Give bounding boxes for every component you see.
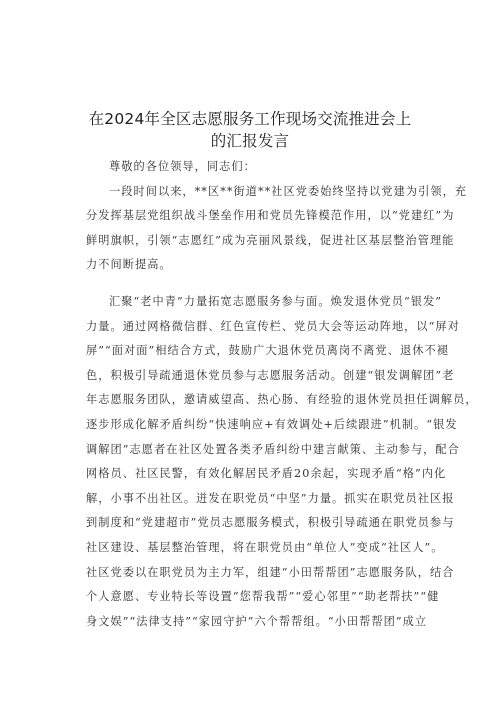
paragraph-2-line: 屏”“面对面”相结合方式，鼓励广大退休党员离岗不离党、退休不褪 [86, 344, 449, 358]
paragraph-1-line: 分发挥基层党组织战斗堡垒作用和党员先锋模范作用，以“党建红”为 [86, 209, 455, 223]
paragraph-2-line: 调解团”志愿者在社区处置各类矛盾纠纷中建言献策、主动参与，配合 [86, 442, 460, 456]
paragraph-2-line: 色，积极引导疏通退休党员参与志愿服务活动。创建“银发调解团”老 [86, 368, 455, 382]
paragraph-2-line: 网格员、社区民警，有效化解居民矛盾20余起，实现矛盾“格”内化 [86, 467, 447, 481]
paragraph-2-line: 逐步形成化解矛盾纠纷“快速响应+有效调处+后续跟进”机制。“银发 [86, 417, 458, 431]
paragraph-2-line: 到制度和“党建超市”党员志愿服务模式，积极引导疏通在职党员参与 [86, 516, 455, 530]
paragraph-1-line: 力不间断提高。 [86, 258, 172, 272]
paragraph-1-line: 鲜明旗帜，引领“志愿红”成为亮丽风景线，促进社区基层整治管理能 [86, 233, 455, 247]
paragraph-gap [86, 278, 431, 290]
paragraph-1-line: 一段时间以来，**区**街道**社区党委始终坚持以党建为引领，充 [109, 184, 468, 198]
paragraph-2-line: 年志愿服务团队，邀请威望高、热心肠、有经验的退休党员担任调解员， [86, 393, 478, 407]
paragraph-2-line: 个人意愿、专业特长等设置“您帮我帮”“爱心邻里”“助老帮扶”“健 [86, 590, 440, 604]
paragraph-2-line: 社区建设、基层整治管理，将在职党员由“单位人”变成“社区人”。 [86, 540, 444, 554]
paragraph-2-line: 身文娱”“法律支持”“家园守护”六个帮帮组。“小田帮帮团”成立 [86, 614, 428, 628]
document-body [86, 155, 478, 634]
document-title-line-2: 的汇报发言 [210, 132, 290, 150]
paragraph-2-line: 解，小事不出社区。迸发在职党员“中坚”力量。抓实在职党员社区报 [86, 491, 455, 505]
paragraph-2-line: 社区党委以在职党员为主力军，组建“小田帮帮团”志愿服务队，结合 [86, 565, 455, 579]
paragraph-2-line: 力量。通过网格微信群、红色宣传栏、党员大会等运动阵地，以“屏对 [86, 319, 460, 333]
salutation: 尊敬的各位领导，同志们： [109, 160, 256, 173]
paragraph-2-line: 汇聚“老中青”力量拓宽志愿服务参与面。焕发退休党员“银发” [109, 294, 443, 308]
document-title-line-1: 在2024年全区志愿服务工作现场交流推进会上 [88, 110, 412, 128]
